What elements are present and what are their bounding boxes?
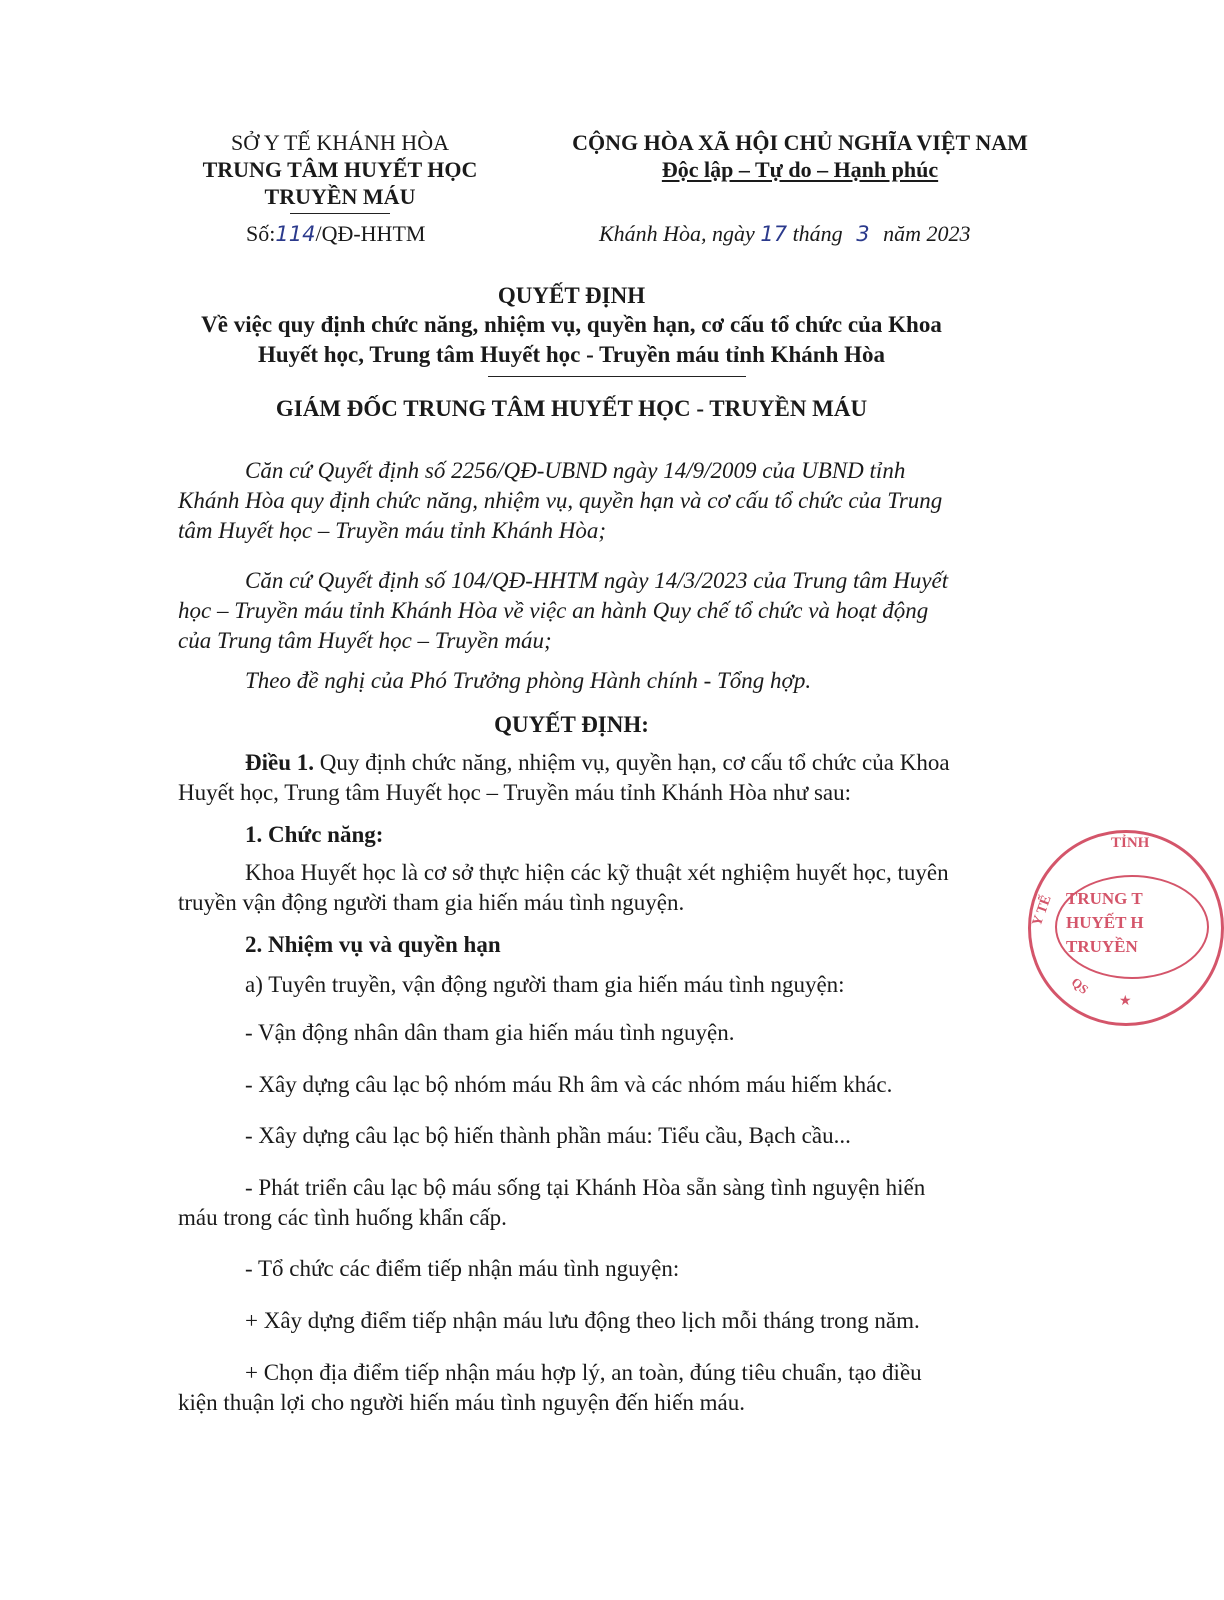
number-suffix: /QĐ-HHTM — [315, 221, 426, 246]
center-name-line1: TRUNG TÂM HUYẾT HỌC — [202, 157, 478, 182]
document-title: QUYẾT ĐỊNH — [497, 283, 646, 308]
subject-line2: Huyết học, Trung tâm Huyết học - Truyền máu tỉnh Khánh Hòa — [257, 342, 886, 367]
section2-item-a: a) Tuyên truyền, vận động người tham gia hiến máu tình nguyện: — [245, 972, 845, 997]
national-motto — [560, 157, 1040, 183]
issue-date — [599, 221, 970, 247]
agency-name: SỞ Y TẾ KHÁNH HÒA — [231, 130, 449, 155]
subject-line1: Về việc quy định chức năng, nhiệm vụ, quyền hạn, cơ cấu tổ chức của Khoa — [201, 312, 942, 337]
document-number — [246, 221, 425, 247]
section1-line1: Khoa Huyết học là cơ sở thực hiện các kỹ thuật xét nghiệm huyết học, tuyên — [245, 860, 949, 885]
official-seal — [1028, 830, 1224, 1026]
section2-item-5: - Tổ chức các điểm tiếp nhận máu tình nguyện: — [245, 1256, 680, 1281]
issuing-authority: GIÁM ĐỐC TRUNG TÂM HUYẾT HỌC - TRUYỀN MÁU — [275, 396, 868, 421]
national-title: CỘNG HÒA XÃ HỘI CHỦ NGHĨA VIỆT NAM — [572, 130, 1028, 155]
date-month-label: tháng — [792, 221, 843, 246]
date-day: 17 — [760, 222, 788, 246]
seal-line1: TRUNG T — [1066, 889, 1143, 908]
section2-item-4-line2: máu trong các tình huống khẩn cấp. — [178, 1205, 507, 1230]
article1-line1 — [245, 750, 1050, 776]
center-name-line2: TRUYỀN MÁU — [264, 184, 416, 209]
article1-text1: Quy định chức năng, nhiệm vụ, quyền hạn, cơ cấu tổ chức của Khoa — [314, 750, 950, 775]
seal-side-text: Y TẾ — [1029, 893, 1055, 929]
basis-1-line1: Căn cứ Quyết định số 2256/QĐ-UBND ngày 14/9/2009 của UBND tỉnh — [245, 458, 906, 483]
title-rule — [488, 376, 746, 377]
section2-item-6: + Xây dựng điểm tiếp nhận máu lưu động theo lịch mỗi tháng trong năm. — [245, 1308, 920, 1333]
section2-heading: 2. Nhiệm vụ và quyền hạn — [245, 932, 501, 957]
national-motto-text: Độc lập – Tự do – Hạnh phúc — [661, 157, 939, 182]
basis-2-line3: của Trung tâm Huyết học – Truyền máu; — [178, 628, 552, 653]
article1-line2: Huyết học, Trung tâm Huyết học – Truyền máu tỉnh Khánh Hòa như sau: — [178, 780, 852, 805]
seal-bottom-text: QS — [1068, 974, 1092, 997]
section2-item-2: - Xây dựng câu lạc bộ nhóm máu Rh âm và các nhóm máu hiếm khác. — [245, 1072, 893, 1097]
section1-heading: 1. Chức năng: — [245, 822, 384, 847]
basis-1-line3: tâm Huyết học – Truyền máu tỉnh Khánh Hòa; — [178, 518, 607, 543]
basis-3: Theo đề nghị của Phó Trưởng phòng Hành chính - Tổng hợp. — [245, 668, 812, 693]
date-year: năm 2023 — [883, 221, 971, 246]
seal-star-icon: ★ — [1119, 994, 1132, 1009]
header-left-rule — [290, 213, 390, 214]
basis-1-line2: Khánh Hòa quy định chức năng, nhiệm vụ, quyền hạn và cơ cấu tổ chức của Trung — [178, 488, 943, 513]
seal-line2: HUYẾT H — [1066, 913, 1144, 932]
section1-line2: truyền vận động người tham gia hiến máu tình nguyện. — [178, 890, 685, 915]
section2-item-7-line1: + Chọn địa điểm tiếp nhận máu hợp lý, an toàn, đúng tiêu chuẩn, tạo điều — [245, 1360, 922, 1385]
basis-2-line1: Căn cứ Quyết định số 104/QĐ-HHTM ngày 14/3/2023 của Trung tâm Huyết — [245, 568, 949, 593]
number-handwritten: 114 — [275, 222, 316, 246]
date-month: 3 — [856, 222, 870, 246]
decision-heading: QUYẾT ĐỊNH: — [494, 712, 649, 737]
section2-item-7-line2: kiện thuận lợi cho người hiến máu tình nguyện đến hiến máu. — [178, 1390, 745, 1415]
section2-item-1: - Vận động nhân dân tham gia hiến máu tình nguyện. — [245, 1020, 735, 1045]
seal-line3: TRUYỀN — [1066, 937, 1138, 956]
seal-top-text: TỈNH — [1111, 835, 1150, 851]
article1-label: Điều 1. — [245, 750, 314, 775]
section2-item-4-line1: - Phát triển câu lạc bộ máu sống tại Khánh Hòa sẵn sàng tình nguyện hiến — [245, 1175, 926, 1200]
date-prefix: Khánh Hòa, ngày — [599, 221, 755, 246]
basis-2-line2: học – Truyền máu tỉnh Khánh Hòa về việc an hành Quy chế tổ chức và hoạt động — [178, 598, 929, 623]
section2-item-3: - Xây dựng câu lạc bộ hiến thành phần máu: Tiểu cầu, Bạch cầu... — [245, 1123, 851, 1148]
number-prefix: Số: — [246, 221, 276, 246]
